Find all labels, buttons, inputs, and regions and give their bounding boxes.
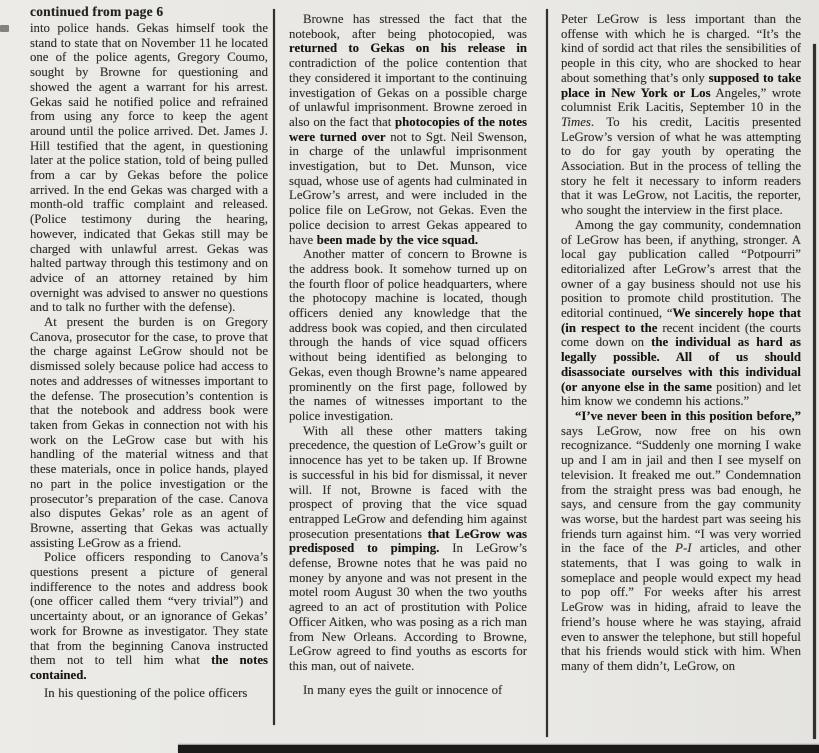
- article-column-1: [30, 21, 268, 700]
- text-segment: We sincerely hope that (in respect to the: [561, 306, 801, 335]
- article-paragraph: [30, 686, 268, 701]
- column-divider-right: [546, 9, 548, 737]
- text-segment: not to Sgt. Neil Swenson, in charge of the unlawful imprisonment investigation, but to Det. Munson, vice squad, whose use of agents had culminated in LeGrow’s arrest, and were included in the police file on LeGrow, not Gekas. Even the police decision to arrest Gekas appeared to have: [289, 129, 527, 247]
- text-segment: Browne has stressed the fact that the notebook, after being photocopied, was: [289, 12, 527, 41]
- text-segment: Peter LeGrow is less important than the offense with which he is charged. “It’s the kind of sordid act that riles the sensibilities of people in this city, who are shocked to hear about something that’s only: [561, 12, 801, 85]
- text-segment: Police officers responding to Canova’s questions present a picture of general indifference to the notes and address book (one officer called them “very trivial”) and uncertainty about, or an ignorance of Gekas’ work for Browne as investigator. They state that from the beginning Canova instructed them not to tell him what: [30, 550, 268, 668]
- text-segment: supposed to take place in New York or Los: [561, 70, 801, 100]
- text-segment: the notes contained.: [30, 653, 268, 682]
- bottom-rule-bar: [178, 745, 819, 753]
- page-edge-rule: [813, 44, 816, 739]
- text-segment: the individual as hard as legally possible. All of us should disassociate ourselves with this individual (or anyone else in the same: [561, 335, 801, 394]
- text-segment: into police hands. Gekas himself took the stand to state that on November 11 he located one of the police agents, Gregory Coumo, sought by Browne for questioning and showed the agent a warrant for his arrest. Gekas said he notified police and refrained from using any force to keep the agent around until the police arrived. Det. James J. Hill testified that the agent, in questioning later at the police station, told of being pulled from a car by Gekas before the police arrived. In the end Gekas was charged with a month-old traffic complaint and released. (Police testimony during the hearing, however, indicated that Gekas still may be charged with unlawful arrest. Gekas was halted partway through this testimony and on advice of an attorney retained by him overnight was advised to answer no questions and to talk no further with the defense).: [30, 21, 268, 315]
- article-paragraph: [289, 12, 527, 247]
- article-paragraph: [30, 315, 268, 550]
- continued-from-label: continued from page 6: [30, 4, 164, 19]
- article-paragraph: [30, 21, 268, 315]
- text-segment: With all these other matters taking precedence, the question of LeGrow’s guilt or innocence has yet to be taken up. If Browne is successful in his bid for dismissal, it never will. If not, Browne is faced with the prospect of proving that the vice squad entrapped LeGrow and defending him against prosecution presentations: [289, 423, 527, 541]
- text-segment: At present the burden is on Gregory Canova, prosecutor for the case, to prove that the charge against LeGrow should not be dismissed solely because police had access to notes and addresses of witnesses important to the defense. The prosecution’s contention is that the notebook and address book were taken from Gekas in connection not with his work on the LeGrow case but with his handling of the material witness and that these materials, once in police hands, played no part in the police investigation or the prosecutor’s preparation of the case. Canova also disputes Gekas’ role as an agent of Browne, asserting that Gekas was actually assisting LeGrow as a friend.: [30, 315, 268, 550]
- text-segment: Another matter of concern to Browne is the address book. It somehow turned up on the fourth floor of police headquarters, where the photocopy machine is located, though officers denied any knowledge that the address book was copied, and then circulated through the hands of vice squad officers without being identified as belonging to Gekas, even though Browne’s name appeared prominently on the first page, followed by the names of witnesses important to the police investigation.: [289, 247, 527, 423]
- text-segment: recent incident (the courts come down on: [561, 320, 801, 350]
- text-segment: that LeGrow was predisposed to pimping.: [289, 526, 527, 556]
- article-paragraph: [289, 683, 527, 698]
- column-divider-left: [273, 9, 275, 725]
- text-segment: P-I: [675, 541, 692, 556]
- article-paragraph: [561, 218, 801, 409]
- article-paragraph: [30, 550, 268, 682]
- text-segment: Times: [561, 114, 591, 129]
- article-column-2: [289, 12, 527, 697]
- text-segment: position) and let him know we condemn his actions.”: [561, 379, 801, 409]
- text-segment: contradiction of the police contention that they considered it important to the continuing investigation of Gekas on a possible charge of unlawful imprisonment. Browne zeroed in also on the fact that: [289, 56, 527, 129]
- text-segment: says LeGrow, now free on his own recognizance. “Suddenly one morning I wake up and I am in jail and then I see myself on television. It freaked me out.” Condemnation from the straight press was bad enough, he says, and censure from the gay community was worse, but the hardest part was seeing his friends turn against him. “I was very worried in the face of the: [561, 423, 801, 556]
- article-paragraph: [561, 12, 801, 218]
- text-segment: returned to Gekas on his release in: [289, 41, 527, 56]
- article-paragraph: [561, 409, 801, 674]
- text-segment: Among the gay community, condemnation of LeGrow has been, if anything, stronger. A local gay publication called “Potpourri” editorialized after LeGrow’s arrest that the owner of a gay business should not use his position to promote child prostitution. The editorial continued, “: [561, 217, 801, 321]
- text-segment: . To his credit, Lacitis presented LeGrow’s version of what he was attempting to do for gay youth by operating the Association. But in the process of telling the story he felt it necessary to inform readers that it was LeGrow, not Lacitis, the reporter, who sought the interview in the first place.: [561, 114, 801, 218]
- text-segment: “I’ve never been in this position before,”: [575, 408, 801, 423]
- text-segment: articles, and other statements, that I was going to walk in someplace and people would expect my head to pop off.” For weeks after his arrest LeGrow was in hiding, afraid to leave the friend’s house where he was staying, afraid even to answer the telephone, but still hopeful that his friends would stick with him. When many of them didn’t, LeGrow, on: [561, 541, 801, 673]
- text-segment: In his questioning of the police officers: [44, 685, 248, 700]
- text-segment: been made by the vice squad.: [316, 232, 479, 247]
- article-paragraph: [289, 424, 527, 674]
- text-segment: photocopies of the notes were turned over: [289, 114, 528, 144]
- text-segment: In LeGrow’s defense, Browne notes that he was paid no money by anyone and was not present in the motel room August 30 when the two youths agreed to an act of prostitution with Police Officer Aitken, who was posing as a rich man from New Orleans. According to Browne, LeGrow agreed to find youths as escorts for this man, out of naivete.: [289, 541, 527, 673]
- text-segment: Angeles,” wrote columnist Erik Lacitis, September 10 in the: [561, 85, 801, 115]
- article-column-3: [561, 12, 801, 674]
- text-segment: In many eyes the guilt or innocence of: [303, 682, 503, 697]
- scan-artifact: [0, 25, 9, 32]
- article-paragraph: [289, 247, 527, 423]
